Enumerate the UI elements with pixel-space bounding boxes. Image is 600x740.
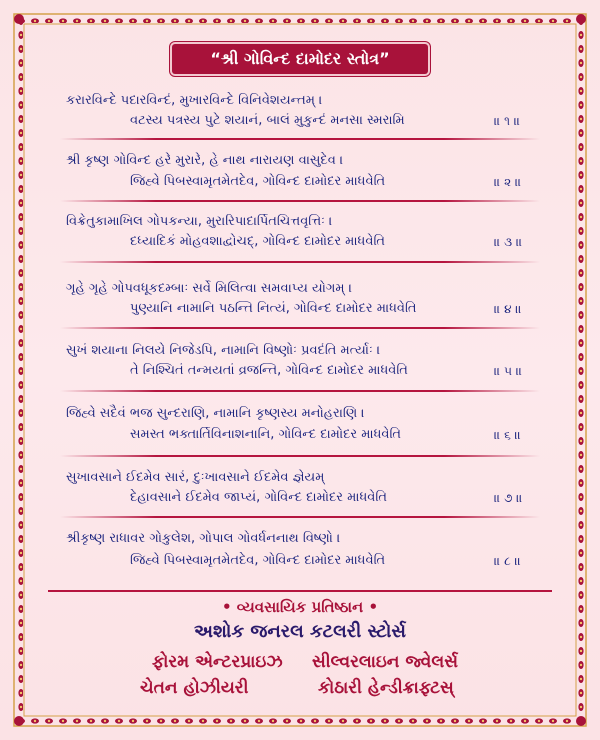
verse-divider bbox=[60, 454, 540, 458]
sponsor-heading: • વ્યવસાયિક પ્રતિષ્ઠાન • bbox=[221, 598, 379, 616]
verse-divider bbox=[60, 326, 540, 330]
verse-4-number: ॥ ૪ ॥ bbox=[494, 302, 522, 316]
verse-3-line-2: દધ્યાદિકં મોહવશાદ્વોચદ્, ગોવિન્દ દામોદર માધવેતિ bbox=[130, 234, 385, 249]
verse-2-number: ॥ ૨ ॥ bbox=[494, 175, 522, 189]
page-title: “શ્રી ગોવિન્દ દામોદર સ્તોત્ર” bbox=[172, 44, 428, 74]
verse-2-line-2: જિહ્વે પિબસ્વામૃતમેતદેવ, ગોવિન્દ દામોદર માધવેતિ bbox=[130, 174, 386, 189]
verse-5-line-1: સુખં શયાના નિલયે નિજેડપિ, નામાનિ વિષ્ણોઃ પ્રવદંતિ મર્ત્યાઃ । bbox=[66, 343, 381, 358]
verse-6-line-2: સમસ્ત ભક્તાર્તિવિનાશનાનિ, ગોવિન્દ દામોદર માધવેતિ bbox=[130, 427, 402, 442]
verse-6-number: ॥ ૬ ॥ bbox=[494, 428, 522, 442]
sponsor-left-2: ચેતન હોઝીયરી bbox=[140, 678, 249, 698]
verse-8-number: ॥ ૮ ॥ bbox=[494, 554, 521, 568]
sponsor-right-1: સીલ્વરલાઇન જ્વેલર્સ bbox=[312, 652, 458, 672]
sponsor-right-2: કોઠારી હેન્ડીક્રાફ્ટસ્ bbox=[318, 678, 454, 698]
verse-divider bbox=[60, 137, 540, 141]
verse-6-line-1: જિહ્વે સદૈવં ભજ સુન્દરાણિ, નામાનિ કૃષ્ણસ્ય મનોહરાણિ । bbox=[66, 406, 365, 421]
verse-3-line-1: વિક્રેતુકામાખિલ ગોપકન્યા, મુરારિપાદાર્પિતચિત્તવૃત્તિઃ । bbox=[66, 214, 333, 229]
verse-7-line-2: દેહાવસાને ઈદમેવ જાપ્યં, ગોવિન્દ દામોદર માધવેતિ bbox=[130, 490, 387, 505]
verse-4-line-1: ગૃહે ગૃહે ગોપવધૂકદમ્બાઃ સર્વે મિલિત્વા સમવાપ્ય યોગમ્ । bbox=[66, 281, 353, 296]
verse-1-line-2: વટસ્ય પત્રસ્ય પુટે શયાનં, બાલં મુકુન્દં મનસા સ્મરામિ bbox=[130, 113, 405, 128]
verse-8-line-2: જિહ્વે પિબસ્વામૃતમેતદેવ, ગોવિન્દ દામોદર માધવેતિ bbox=[130, 553, 386, 568]
verse-3-number: ॥ ૩ ॥ bbox=[494, 235, 523, 249]
verse-2-line-1: શ્રી કૃષ્ણ ગોવિન્દ હરે મુરારે, હે નાથ નારાયણ વાસુદેવ । bbox=[66, 153, 344, 168]
verse-divider bbox=[60, 515, 540, 519]
verse-5-number: ॥ ૫ ॥ bbox=[494, 364, 523, 378]
verse-divider bbox=[60, 260, 540, 264]
footer-divider bbox=[48, 590, 552, 592]
verse-8-line-1: શ્રીકૃષ્ણ રાધાવર ગોકુલેશ, ગોપાલ ગોવર્ધનનાથ વિષ્ણો । bbox=[66, 531, 341, 546]
verse-7-line-1: સુખાવસાને ઈદમેવ સારં, દુઃખાવસાને ઈદમેવ જ્ઞેયમ્ bbox=[66, 470, 325, 485]
sponsor-main-name: અશોક જનરલ કટલરી સ્ટોર્સ bbox=[194, 621, 406, 642]
verse-4-line-2: પુણ્યાનિ નામાનિ પઠન્તિ નિત્યં, ગોવિન્દ દામોદર માધવેતિ bbox=[130, 301, 417, 316]
verse-1-number: ॥ ૧ ॥ bbox=[494, 114, 521, 128]
verse-1-line-1: કરારવિન્દે પદારવિન્દં, મુખારવિન્દે વિનિવેશયન્તમ્ । bbox=[66, 93, 323, 108]
verse-divider bbox=[60, 389, 540, 393]
verse-divider bbox=[60, 199, 540, 203]
verse-5-line-2: તે નિશ્ચિતં તન્મયતાં વ્રજન્તિ, ગોવિન્દ દામોદર માધવેતિ bbox=[130, 363, 408, 378]
verse-7-number: ॥ ૭ ॥ bbox=[494, 491, 523, 505]
sponsor-left-1: ફોરમ એન્ટરપ્રાઇઝ bbox=[152, 652, 283, 672]
